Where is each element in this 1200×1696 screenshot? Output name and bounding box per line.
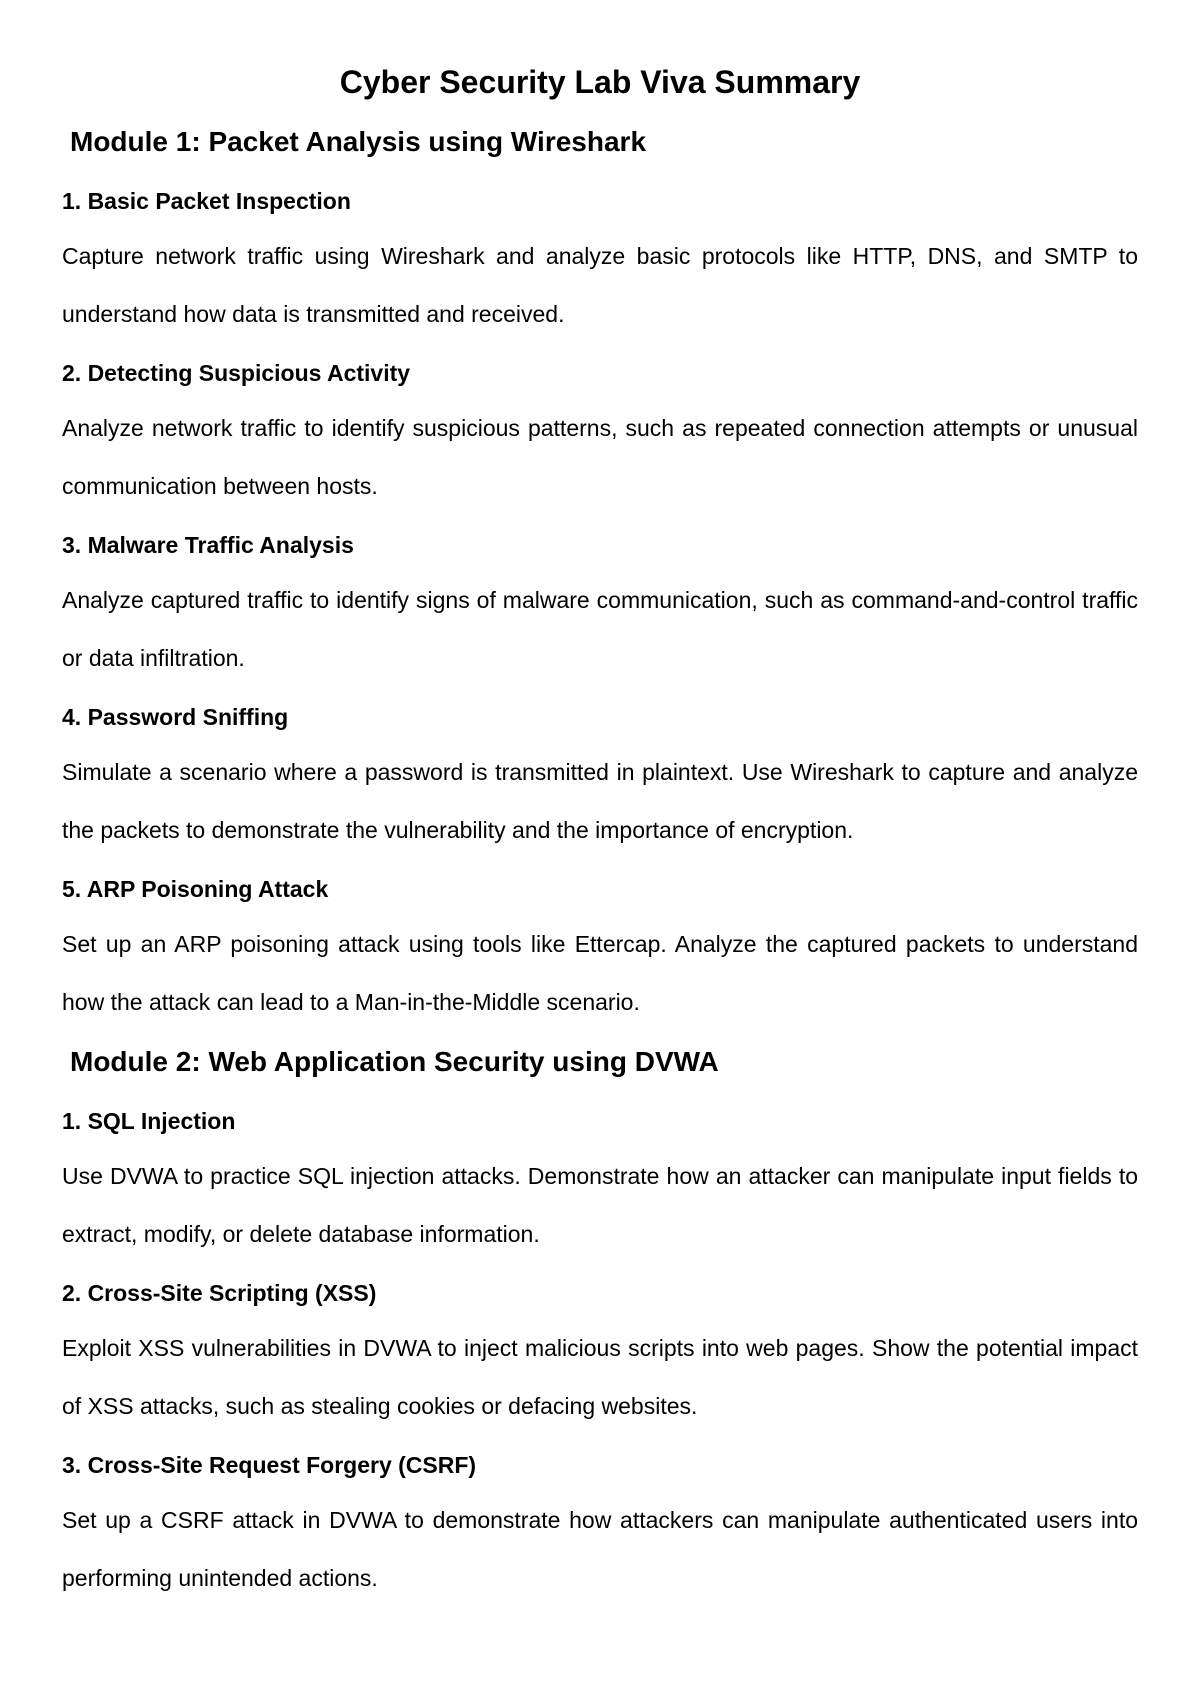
document-title: Cyber Security Lab Viva Summary [339,64,861,100]
item-heading-arp-poisoning-attack: 5. ARP Poisoning Attack [62,876,329,902]
item-heading-cross-site-request-forgery: 3. Cross-Site Request Forgery (CSRF) [62,1452,477,1478]
module-heading: Module 1: Packet Analysis using Wireshark [70,126,647,157]
item-body-detecting-suspicious-activity: Analyze network traffic to identify suspicious patterns, such as repeated connection attempts or unusual communication between hosts. [62,415,1138,499]
item-body-arp-poisoning-attack: Set up an ARP poisoning attack using tools like Ettercap. Analyze the captured packets to understand how the attack can lead to a Man-in-the-Middle scenario. [62,931,1138,1015]
item-body-malware-traffic-analysis: Analyze captured traffic to identify signs of malware communication, such as command-and-control traffic or data infiltration. [62,587,1138,671]
item-heading-basic-packet-inspection: 1. Basic Packet Inspection [62,188,351,214]
item-body-password-sniffing: Simulate a scenario where a password is transmitted in plaintext. Use Wireshark to capture and analyze the packets to demonstrate the vulnerability and the importance of encryption. [62,759,1138,843]
item-body-cross-site-scripting: Exploit XSS vulnerabilities in DVWA to inject malicious scripts into web pages. Show the potential impact of XSS attacks, such as stealing cookies or defacing websites. [62,1335,1138,1419]
item-body-sql-injection: Use DVWA to practice SQL injection attacks. Demonstrate how an attacker can manipulate input fields to extract, modify, or delete database information. [62,1163,1138,1247]
item-heading-sql-injection: 1. SQL Injection [62,1108,236,1134]
item-body-cross-site-request-forgery: Set up a CSRF attack in DVWA to demonstrate how attackers can manipulate authenticated users into performing unintended actions. [62,1507,1138,1591]
item-heading-password-sniffing: 4. Password Sniffing [62,704,289,730]
item-heading-cross-site-scripting: 2. Cross-Site Scripting (XSS) [62,1280,377,1306]
item-heading-malware-traffic-analysis: 3. Malware Traffic Analysis [62,532,354,558]
item-heading-detecting-suspicious-activity: 2. Detecting Suspicious Activity [62,360,411,386]
module-heading: Module 2: Web Application Security using DVWA [70,1046,719,1077]
item-body-basic-packet-inspection: Capture network traffic using Wireshark and analyze basic protocols like HTTP, DNS, and SMTP to understand how data is transmitted and received. [62,243,1138,327]
